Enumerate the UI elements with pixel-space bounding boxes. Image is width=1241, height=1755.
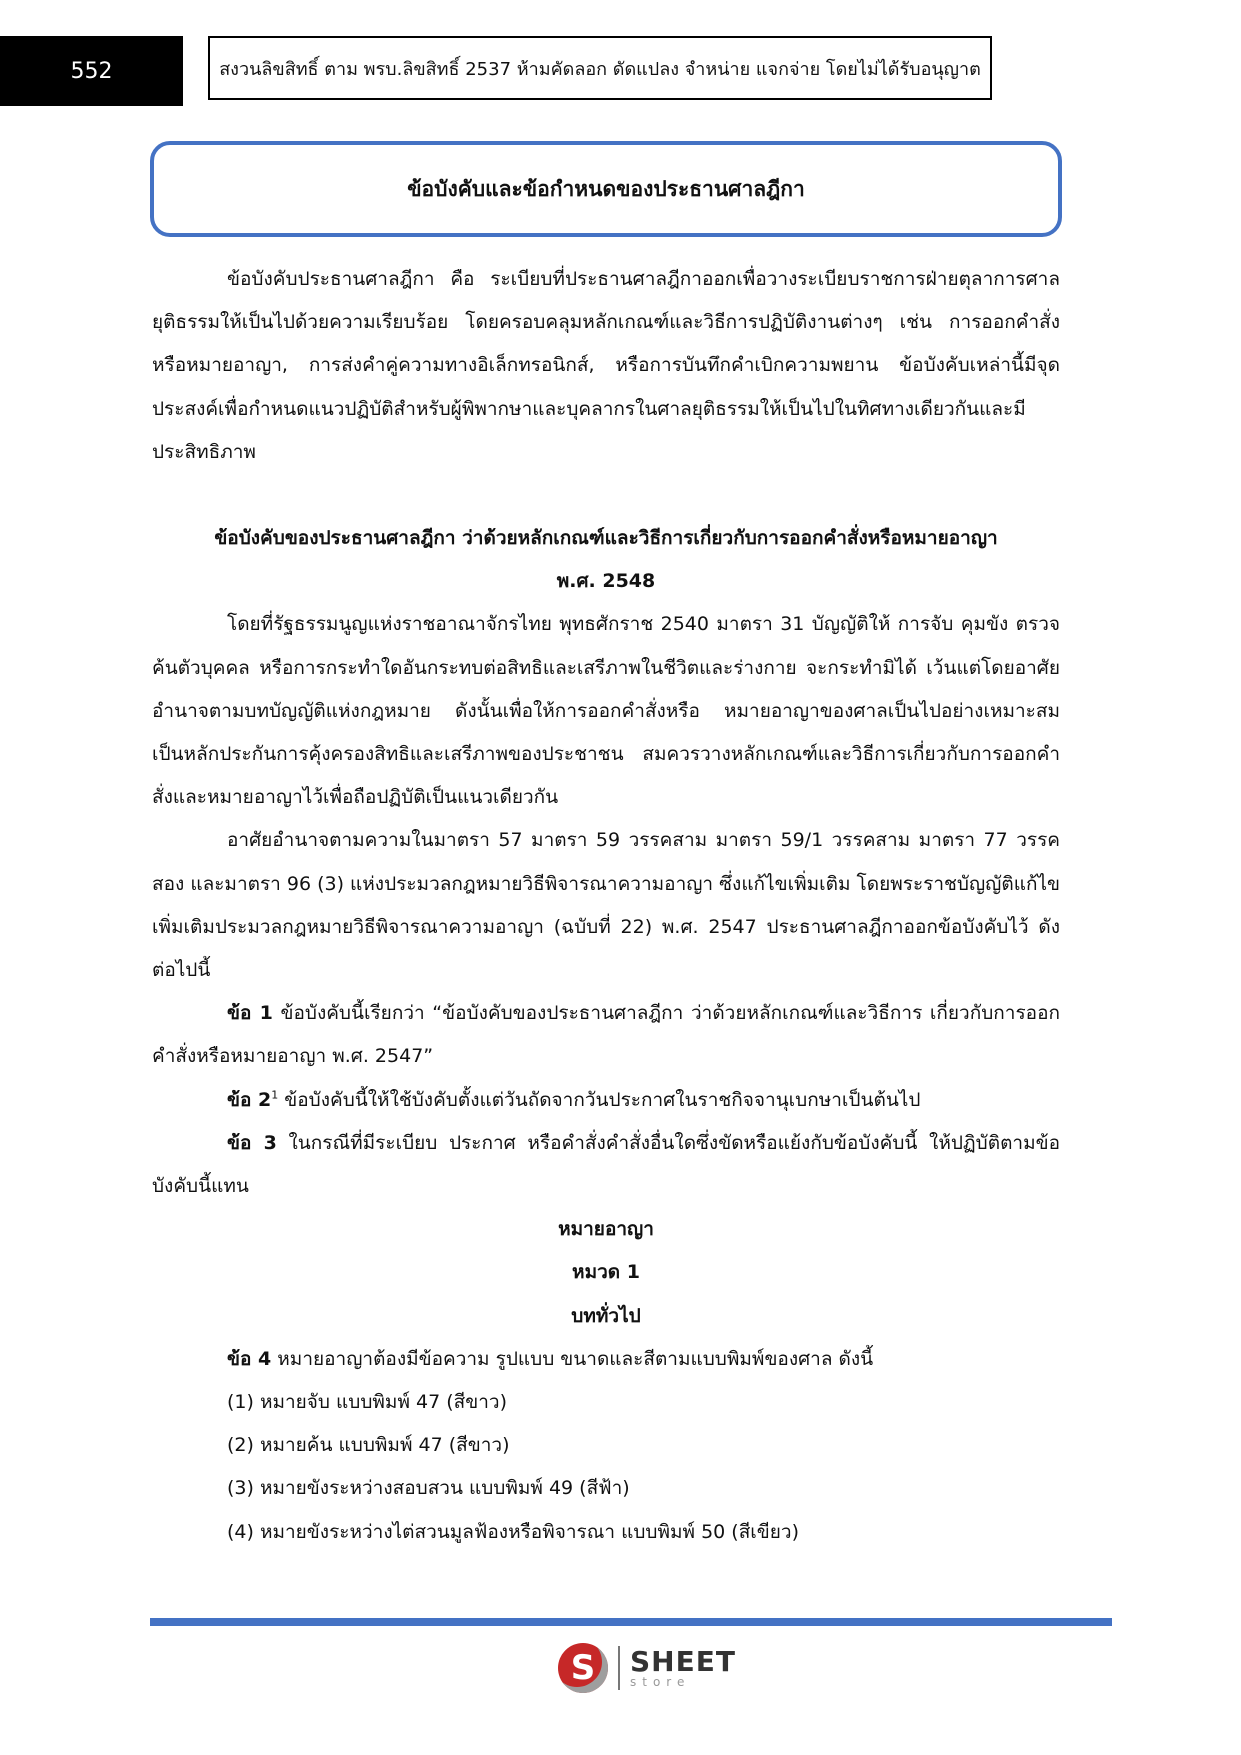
list-item: (2) หมายค้น แบบพิมพ์ 47 (สีขาว) xyxy=(227,1434,510,1457)
article-text: ข้อบังคับนี้ให้ใช้บังคับตั้งแต่วันถัดจากวันประกาศในราชกิจจานุเบกษาเป็นต้นไป xyxy=(278,1088,921,1111)
intro-paragraph: ข้อบังคับประธานศาลฎีกา คือ ระเบียบที่ประธานศาลฎีกาออกเพื่อวางระเบียบราชการฝ่ายตุลาการศาลยุติธรรมให้เป็นไปด้วยความเรียบร้อย โดยครอบคลุมหลักเกณฑ์และวิธีการปฏิบัติงานต่างๆ เช่น การออกคำสั่งหรือหมายอาญา, การส่งคำคู่ความทางอิเล็กทรอนิกส์, หรือการบันทึกคำเบิกความพยาน ข้อบังคับเหล่านี้มีจุดประสงค์เพื่อกำหนดแนวปฏิบัติสำหรับผู้พิพากษาและบุคลากรในศาลยุติธรรมให้เป็นไปในทิศทางเดียวกันและมีประสิทธิภาพ xyxy=(152,268,1060,463)
page-number: 552 xyxy=(0,36,183,106)
logo-main-text: SHEET xyxy=(630,1645,736,1678)
article-text: ข้อบังคับนี้เรียกว่า “ข้อบังคับของประธานศาลฎีกา ว่าด้วยหลักเกณฑ์และวิธีการ เกี่ยวกับการออกคำสั่งหรือหมายอาญา พ.ศ. 2547” xyxy=(152,1002,1060,1068)
chapter-number: หมวด 1 xyxy=(572,1261,640,1284)
preamble-paragraph-1: โดยที่รัฐธรรมนูญแห่งราชอาณาจักรไทย พุทธศักราช 2540 มาตรา 31 บัญญัติให้ การจับ คุมขัง ตรวจค้นตัวบุคคล หรือการกระทำใดอันกระทบต่อสิทธิและเสรีภาพในชีวิตและร่างกาย จะกระทำมิได้ เว้นแต่โดยอาศัยอำนาจตามบทบัญญัติแห่งกฎหมาย ดังนั้นเพื่อให้การออกคำสั่งหรือ หมายอาญาของศาลเป็นไปอย่างเหมาะสม เป็นหลักประกันการคุ้งครองสิทธิและเสรีภาพของประชาชน สมควรวางหลักเกณฑ์และวิธีการเกี่ยวกับการออกคำสั่งและหมายอาญาไว้เพื่อถือปฏิบัติเป็นแนวเดียวกัน xyxy=(152,613,1060,809)
regulation-heading: ข้อบังคับของประธานศาลฎีกา ว่าด้วยหลักเกณฑ์และวิธีการเกี่ยวกับการออกคำสั่งหรือหมายอาญา xyxy=(214,527,998,550)
section-title: หมายอาญา xyxy=(558,1218,654,1241)
article-2 xyxy=(152,1079,1060,1122)
copyright-notice: สงวนลิขสิทธิ์ ตาม พรบ.ลิขสิทธิ์ 2537 ห้ามคัดลอก ดัดแปลง จำหน่าย แจกจ่าย โดยไม่ได้รับอนุญาต xyxy=(208,36,992,100)
footnote-marker: 1 xyxy=(271,1088,279,1102)
logo-s-icon: S xyxy=(558,1643,608,1693)
regulation-year: พ.ศ. 2548 xyxy=(556,570,656,593)
chapter-title: บททั่วไป xyxy=(571,1304,641,1327)
sheet-store-logo xyxy=(558,1642,736,1694)
spacer xyxy=(152,474,1060,517)
logo-separator xyxy=(618,1646,620,1690)
page-title: ข้อบังคับและข้อกำหนดของประธานศาลฎีกา xyxy=(150,141,1062,237)
preamble-paragraph-2: อาศัยอำนาจตามความในมาตรา 57 มาตรา 59 วรรคสาม มาตรา 59/1 วรรคสาม มาตรา 77 วรรคสอง และมาตรา 96 (3) แห่งประมวลกฎหมายวิธีพิจารณาความอาญา ซึ่งแก้ไขเพิ่มเติม โดยพระราชบัญญัติแก้ไขเพิ่มเติมประมวลกฎหมายวิธีพิจารณาความอาญา (ฉบับที่ 22) พ.ศ. 2547 ประธานศาลฎีกาออกข้อบังคับไว้ ดังต่อไปนี้ xyxy=(152,829,1061,982)
article-1 xyxy=(152,992,1060,1078)
list-item: (1) หมายจับ แบบพิมพ์ 47 (สีขาว) xyxy=(227,1391,507,1414)
article-4 xyxy=(152,1338,1060,1381)
footer-divider xyxy=(150,1618,1112,1626)
article-label: ข้อ 4 xyxy=(227,1347,272,1370)
article-label: ข้อ 3 xyxy=(227,1131,277,1154)
logo-wordmark xyxy=(630,1645,736,1689)
article-text: หมายอาญาต้องมีข้อความ รูปแบบ ขนาดและสีตามแบบพิมพ์ของศาล ดังนี้ xyxy=(271,1347,874,1370)
article-3 xyxy=(152,1122,1060,1208)
list-item: (3) หมายขังระหว่างสอบสวน แบบพิมพ์ 49 (สีฟ้า) xyxy=(227,1477,630,1500)
document-body xyxy=(152,258,1060,1554)
article-text: ในกรณีที่มีระเบียบ ประกาศ หรือคำสั่งคำสั่งอื่นใดซึ่งขัดหรือแย้งกับข้อบังคับนี้ ให้ปฏิบัติตามข้อบังคับนี้แทน xyxy=(152,1131,1060,1198)
logo-sub-text: store xyxy=(630,1675,691,1689)
article-label: ข้อ 1 xyxy=(227,1002,273,1025)
list-item: (4) หมายขังระหว่างไต่สวนมูลฟ้องหรือพิจารณา แบบพิมพ์ 50 (สีเขียว) xyxy=(227,1520,799,1543)
article-label: ข้อ 2 xyxy=(227,1088,272,1111)
